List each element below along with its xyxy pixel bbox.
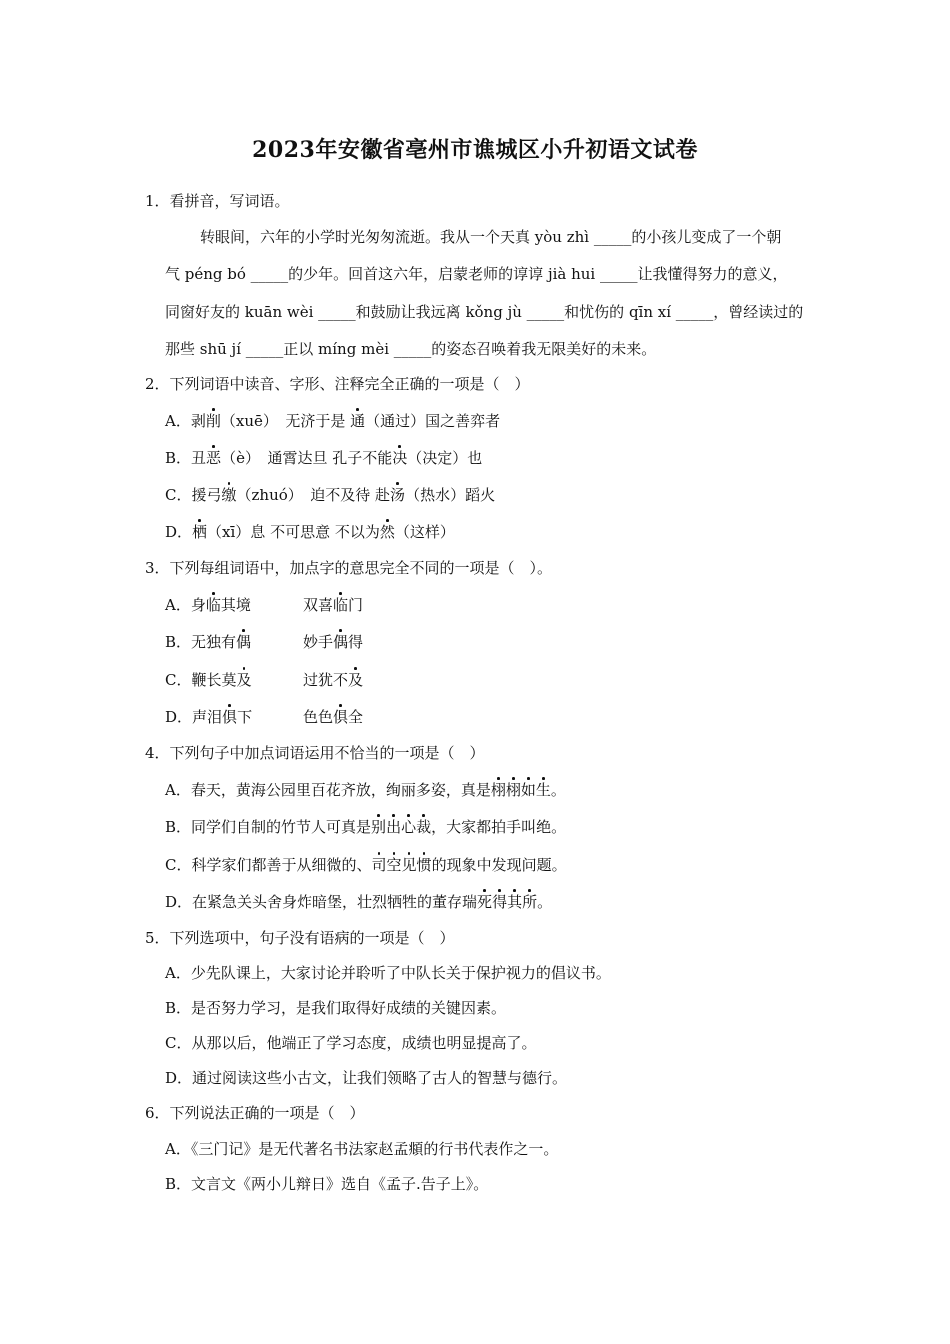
- question-4-stem: 4．下列句子中加点词语运用不恰当的一项是（ ）: [145, 744, 485, 762]
- emphasis-dot-char: 及: [348, 671, 364, 689]
- question-5-option-c: C．从那以后，他端正了学习态度，成绩也明显提高了。: [165, 1034, 537, 1052]
- question-1-stem: 1．看拼音，写词语。: [145, 192, 290, 210]
- question-6-option-b: B．文言文《两小儿辩日》选自《孟子.告子上》。: [165, 1175, 489, 1193]
- emphasis-dot-char: 心: [401, 818, 417, 836]
- question-1-passage-line: 气 péng bó _____的少年。回首这六年，启蒙老师的谆谆 jià hui _____让我懂得努力的意义，: [165, 265, 788, 283]
- emphasis-dot-char: 临: [205, 596, 221, 614]
- emphasis-dot-char: 裁: [416, 818, 432, 836]
- question-4-option-a: A．春天，黄海公园里百花齐放，绚丽多姿，真是栩栩如生。: [165, 781, 566, 799]
- emphasis-dot-char: 汤: [390, 486, 406, 504]
- question-1-passage-line: 转眼间，六年的小学时光匆匆流逝。我从一个天真 yòu zhì _____的小孩儿变成了一个朝: [200, 228, 782, 246]
- question-6-stem: 6．下列说法正确的一项是（ ）: [145, 1104, 365, 1122]
- emphasis-dot-char: 栩: [490, 781, 506, 799]
- question-1-passage-line: 那些 shū jí _____正以 míng mèi _____的姿态召唤着我无限美好的未来。: [165, 340, 657, 358]
- question-3-option-c: C．鞭长莫及 过犹不及: [165, 671, 364, 689]
- emphasis-dot-char: 缴: [221, 486, 237, 504]
- emphasis-dot-char: 栖: [192, 523, 208, 541]
- emphasis-dot-char: 栩: [505, 781, 521, 799]
- page-title: 2023年安徽省亳州市谯城区小升初语文试卷: [252, 137, 698, 163]
- emphasis-dot-char: 临: [333, 596, 349, 614]
- question-2-option-a: A．剥削（xuē） 无济于是 通（通过）国之善弈者: [165, 412, 501, 430]
- question-2-stem: 2．下列词语中读音、字形、注释完全正确的一项是（ ）: [145, 375, 530, 393]
- emphasis-dot-char: 偶: [333, 633, 349, 651]
- emphasis-dot-char: 司: [371, 856, 387, 874]
- question-5-option-d: D．通过阅读这些小古文，让我们领略了古人的智慧与德行。: [165, 1069, 568, 1087]
- question-5-option-b: B．是否努力学习，是我们取得好成绩的关键因素。: [165, 999, 507, 1017]
- emphasis-dot-char: 得: [492, 893, 508, 911]
- question-6-option-a: A．《三门记》是无代著名书法家赵孟頫的行书代表作之一。: [165, 1140, 559, 1158]
- question-1-passage-line: 同窗好友的 kuān wèi _____和鼓励让我远离 kǒng jù _____和忧伤的 qīn xí _____，曾经读过的: [165, 303, 804, 321]
- emphasis-dot-char: 通: [350, 412, 366, 430]
- emphasis-dot-char: 决: [392, 449, 408, 467]
- question-2-option-c: C．援弓缴（zhuó） 迫不及待 赴汤（热水）蹈火: [165, 486, 496, 504]
- question-3-option-d: D．声泪俱下 色色俱全: [165, 708, 364, 726]
- emphasis-dot-char: 生: [535, 781, 551, 799]
- emphasis-dot-char: 出: [386, 818, 402, 836]
- emphasis-dot-char: 所: [522, 893, 538, 911]
- emphasis-dot-char: 然: [379, 523, 395, 541]
- emphasis-dot-char: 其: [507, 893, 523, 911]
- emphasis-dot-char: 惯: [416, 856, 432, 874]
- emphasis-dot-char: 见: [401, 856, 417, 874]
- emphasis-dot-char: 别: [371, 818, 387, 836]
- emphasis-dot-char: 俱: [222, 708, 238, 726]
- question-4-option-c: C．科学家们都善于从细微的、司空见惯的现象中发现问题。: [165, 856, 567, 874]
- emphasis-dot-char: 削: [205, 412, 221, 430]
- question-5-option-a: A．少先队课上，大家讨论并聆听了中队长关于保护视力的倡议书。: [165, 964, 611, 982]
- question-4-option-d: D．在紧急关头舍身炸暗堡，壮烈牺牲的董存瑞死得其所。: [165, 893, 553, 911]
- emphasis-dot-char: 偶: [236, 633, 252, 651]
- question-3-option-b: B．无独有偶 妙手偶得: [165, 633, 364, 651]
- emphasis-dot-char: 俱: [333, 708, 349, 726]
- emphasis-dot-char: 如: [520, 781, 536, 799]
- question-4-option-b: B．同学们自制的竹节人可真是别出心裁，大家都拍手叫绝。: [165, 818, 567, 836]
- emphasis-dot-char: 死: [477, 893, 493, 911]
- question-5-stem: 5．下列选项中，句子没有语病的一项是（ ）: [145, 929, 455, 947]
- emphasis-dot-char: 空: [386, 856, 402, 874]
- question-3-stem: 3．下列每组词语中，加点字的意思完全不同的一项是（ ）。: [145, 559, 553, 577]
- emphasis-dot-char: 及: [236, 671, 252, 689]
- question-2-option-b: B．丑恶（è） 通霄达旦 孔子不能决（决定）也: [165, 449, 483, 467]
- emphasis-dot-char: 恶: [206, 449, 222, 467]
- question-3-option-a: A．身临其境 双喜临门: [165, 596, 364, 614]
- question-2-option-d: D．栖（xī）息 不可思意 不以为然（这样）: [165, 523, 455, 541]
